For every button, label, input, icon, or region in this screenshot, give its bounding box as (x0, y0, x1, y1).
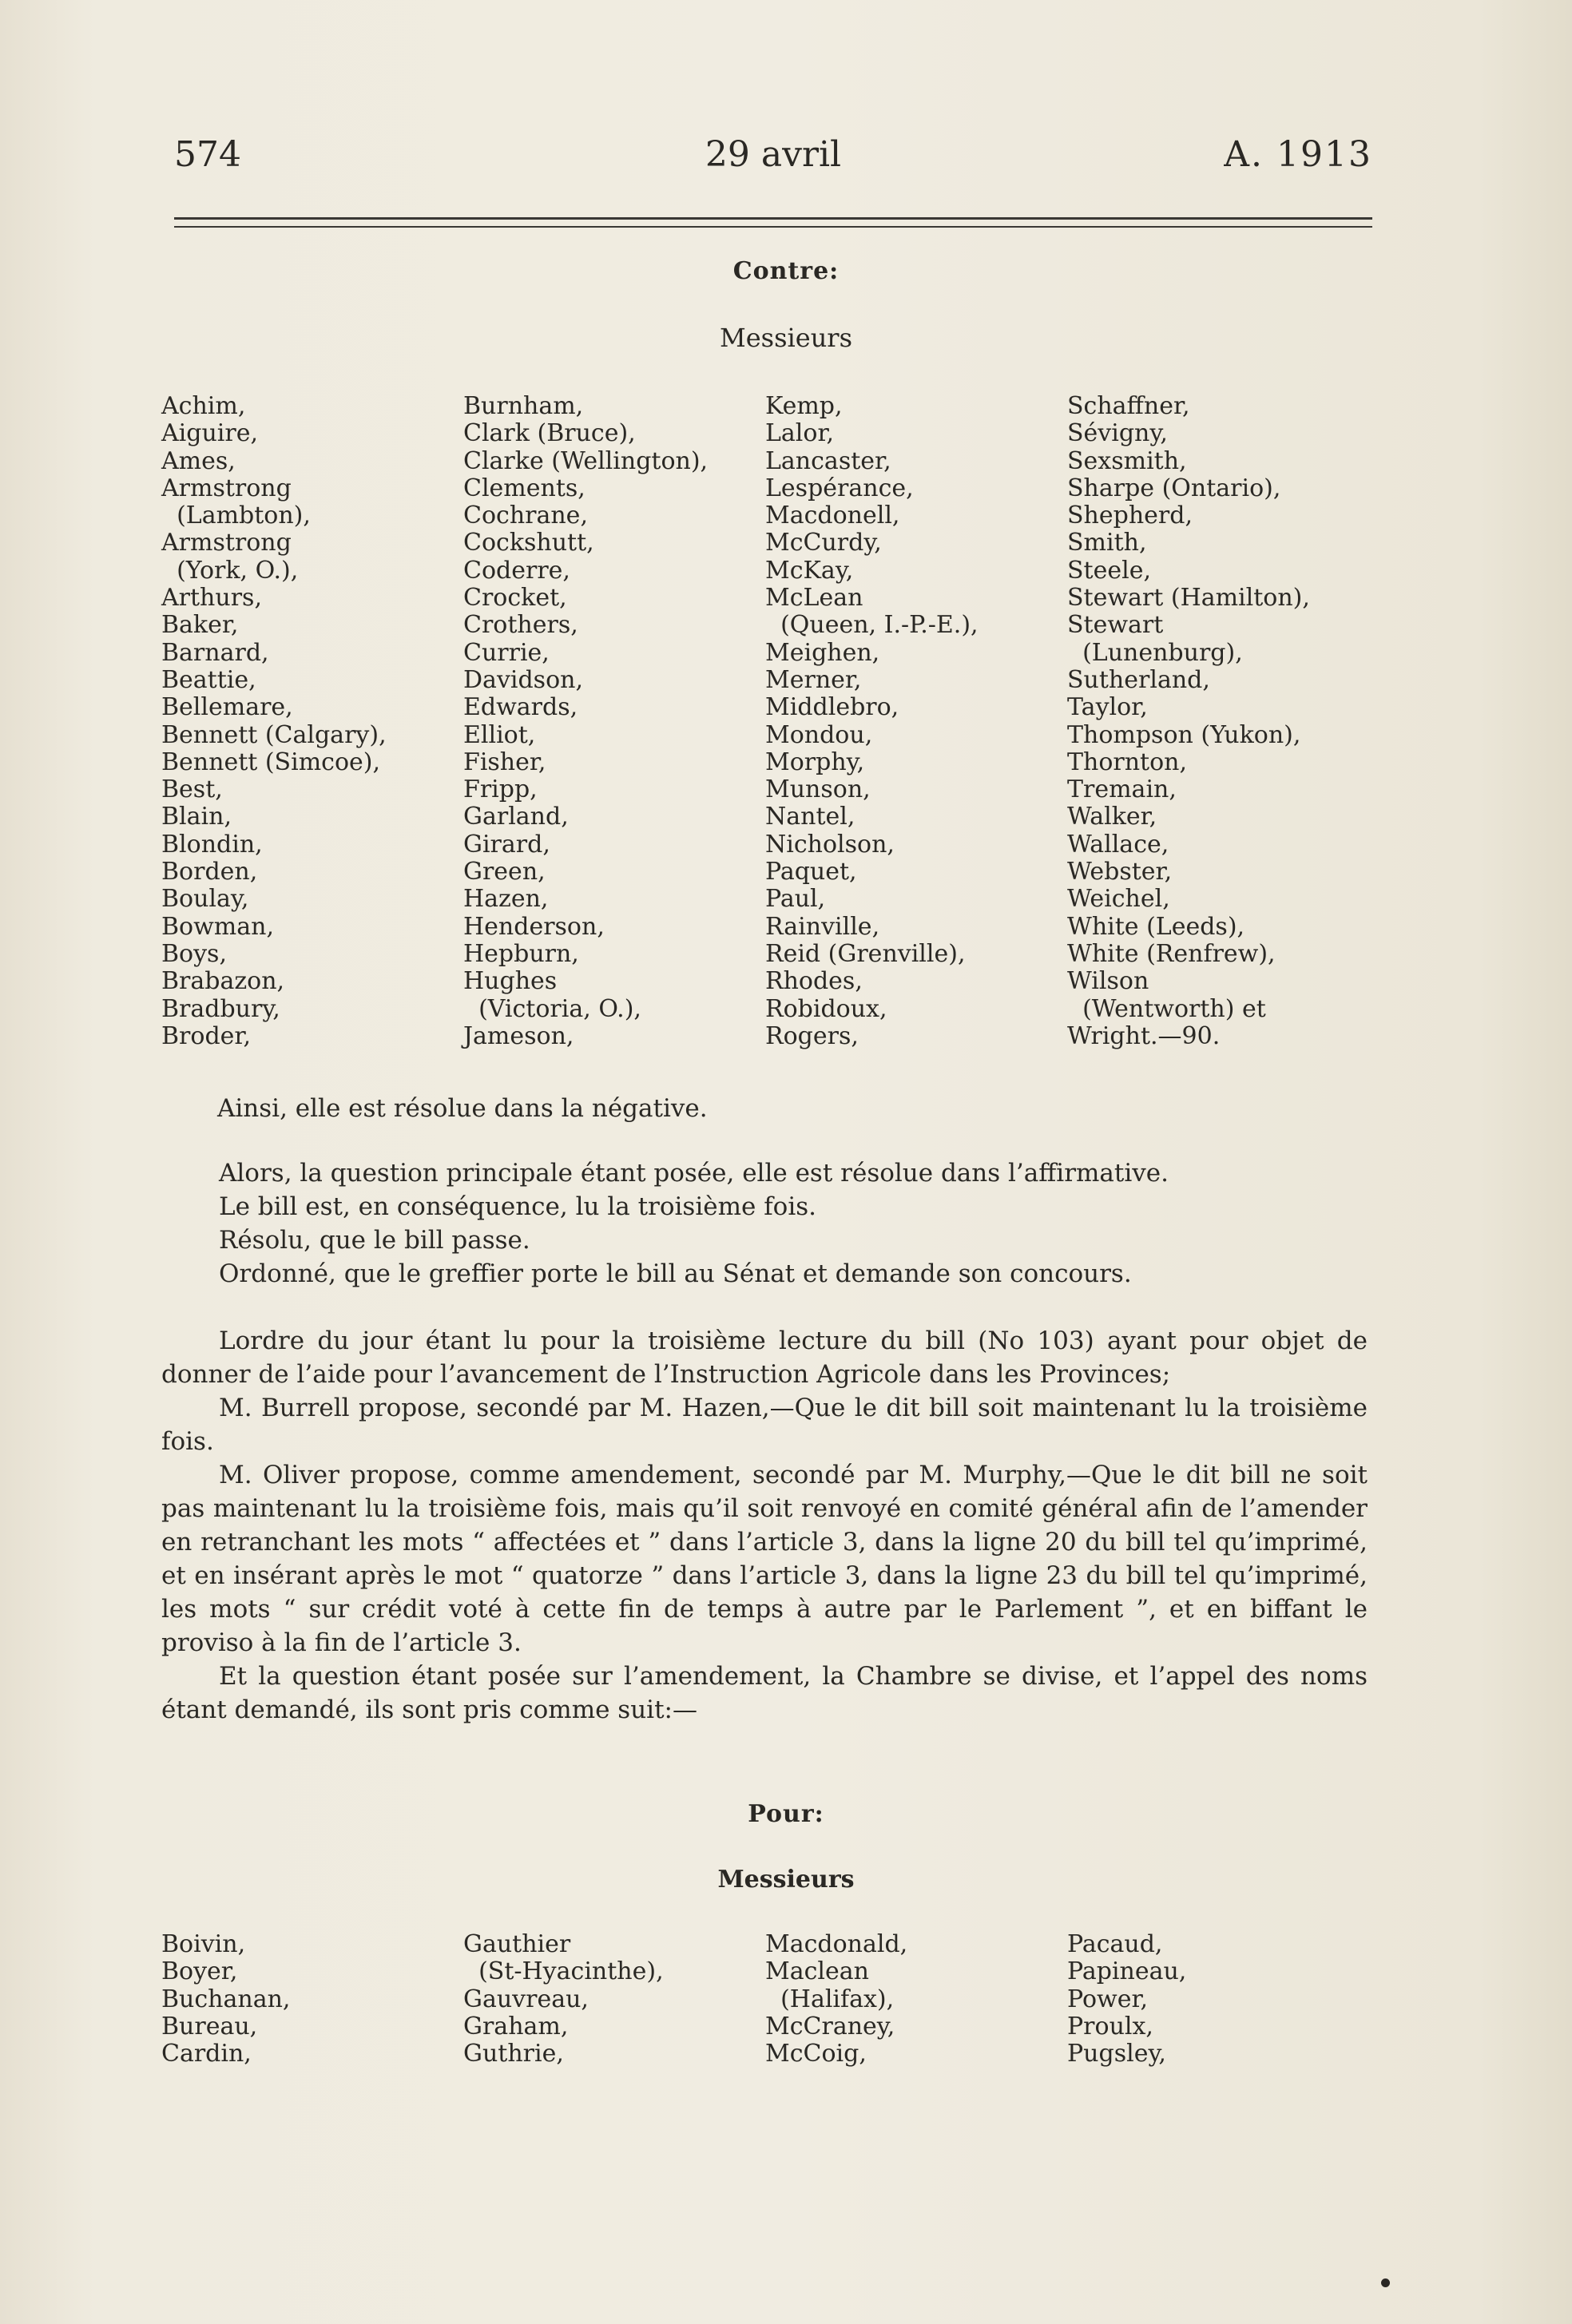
member-name: White (Renfrew), (1067, 939, 1276, 968)
paragraph: Lordre du jour étant lu pour la troisième lecture du bill (No 103) ayant pour objet de donner de l’aide pour l’avancement de l’Instruction Agricole dans les Provinces; (161, 1327, 1368, 1389)
member-name: Reid (Grenville), (765, 939, 966, 968)
member-name: Schaffner, (1067, 392, 1190, 420)
member-name: Weichel, (1067, 885, 1170, 914)
member-name: Nantel, (765, 803, 855, 831)
member-name: Ames, (161, 446, 236, 475)
member-name: Robidoux, (765, 994, 887, 1023)
header-rule-top (174, 217, 1372, 220)
pour-heading: Pour: (748, 1800, 824, 1828)
member-name: Crothers, (463, 611, 578, 640)
member-name: (Wentworth) et (1067, 994, 1266, 1023)
member-name: Paul, (765, 885, 826, 914)
member-name: Mondou, (765, 720, 873, 749)
member-name: Bowman, (161, 912, 274, 941)
member-name: Macdonald, (765, 1930, 908, 1958)
member-name: Buchanan, (161, 1985, 291, 2013)
member-name: Garland, (463, 803, 569, 831)
paragraph: Le bill est, en conséquence, lu la troisième fois. (219, 1192, 817, 1221)
member-name: Rogers, (765, 1021, 859, 1050)
pour-column-2 (463, 1931, 765, 2068)
ainsi-text: Ainsi, elle est résolue dans la négative. (217, 1094, 708, 1123)
member-name: McLean (765, 584, 863, 613)
paragraph: M. Oliver propose, comme amendement, secondé par M. Murphy,—Que le dit bill ne soit pas maintenant lu la troisième fois, mais qu’il soit renvoyé en comité général afin de l’amender en retranchant les mots “ affectées et ” dans l’article 3, dans la ligne 20 du bill tel qu’imprimé, et en insérant après le mot “ quatorze ” dans l’article 3, dans la ligne 23 du bill tel qu’imprimé, les mots “ sur crédit voté à cette fin de temps à autre par le Parlement ”, et en biffant le proviso à la fin de l’article 3. (161, 1461, 1368, 1657)
member-name: Beattie, (161, 665, 256, 694)
member-name: Sutherland, (1067, 665, 1210, 694)
member-name: Webster, (1067, 858, 1173, 886)
member-name: Girard, (463, 830, 550, 859)
member-name: (Halifax), (765, 1985, 895, 2013)
member-name: Wallace, (1067, 830, 1169, 859)
page-date: 29 avril (705, 134, 842, 175)
member-name: Blondin, (161, 830, 263, 859)
member-name: Borden, (161, 858, 258, 886)
paragraph: Alors, la question principale étant posée, elle est résolue dans l’affirmative. (219, 1159, 1169, 1188)
member-name: Pacaud, (1067, 1930, 1163, 1958)
pour-column-3 (765, 1931, 1067, 2068)
member-name: Hazen, (463, 885, 549, 914)
member-name: Shepherd, (1067, 502, 1193, 530)
member-name: Smith, (1067, 529, 1147, 557)
member-name: Nicholson, (765, 830, 895, 859)
member-name: Baker, (161, 611, 239, 640)
member-name: (York, O.), (161, 556, 299, 585)
member-name: Sévigny, (1067, 419, 1168, 448)
paragraph: Résolu, que le bill passe. (219, 1226, 530, 1255)
header-rule-bottom (174, 226, 1372, 228)
member-name: Jameson, (463, 1021, 574, 1050)
member-name: Cardin, (161, 2040, 252, 2068)
member-name: Arthurs, (161, 584, 262, 613)
member-name: Fripp, (463, 775, 538, 804)
contre-column-1 (161, 393, 463, 1050)
member-name: (Lunenburg), (1067, 638, 1243, 667)
member-name: Tremain, (1067, 775, 1177, 804)
member-name: Wilson (1067, 967, 1149, 996)
member-name: Sexsmith, (1067, 446, 1187, 475)
member-name: Crocket, (463, 584, 567, 613)
member-name: Achim, (161, 392, 246, 420)
contre-column-2 (463, 393, 765, 1050)
page-header (174, 134, 1372, 182)
member-name: Currie, (463, 638, 550, 667)
member-name: Middlebro, (765, 693, 899, 722)
member-name: Hepburn, (463, 939, 579, 968)
member-name: Thompson (Yukon), (1067, 720, 1301, 749)
paragraph: Et la question étant posée sur l’amendement, la Chambre se divise, et l’appel des noms étant demandé, ils sont pris comme suit:— (161, 1662, 1368, 1724)
member-name: Maclean (765, 1957, 869, 1986)
member-name: Henderson, (463, 912, 605, 941)
member-name: McCoig, (765, 2040, 867, 2068)
member-name: Merner, (765, 665, 862, 694)
member-name: Graham, (463, 2012, 569, 2040)
member-name: Bureau, (161, 2012, 258, 2040)
member-name: Bennett (Simcoe), (161, 748, 380, 776)
member-name: Kemp, (765, 392, 843, 420)
member-name: Broder, (161, 1021, 251, 1050)
member-name: (St-Hyacinthe), (463, 1957, 664, 1986)
member-name: Hughes (463, 967, 558, 996)
member-name: Rainville, (765, 912, 880, 941)
member-name: Lalor, (765, 419, 835, 448)
pour-column-1 (161, 1931, 463, 2068)
member-name: Burnham, (463, 392, 584, 420)
paragraph: Ordonné, que le greffier porte le bill au Sénat et demande son concours. (219, 1259, 1132, 1288)
member-name: Edwards, (463, 693, 578, 722)
member-name: McKay, (765, 556, 854, 585)
member-name: Boivin, (161, 1930, 246, 1958)
member-name: McCraney, (765, 2012, 895, 2040)
member-name: Bennett (Calgary), (161, 720, 387, 749)
member-name: Wright.—90. (1067, 1021, 1221, 1050)
member-name: Gauthier (463, 1930, 571, 1958)
member-name: Barnard, (161, 638, 269, 667)
member-name: Fisher, (463, 748, 546, 776)
member-name: Clarke (Wellington), (463, 446, 709, 475)
member-name: Taylor, (1067, 693, 1148, 722)
member-name: Clements, (463, 474, 586, 502)
page-year: A. 1913 (1224, 134, 1372, 175)
order-of-day-paragraphs (161, 1324, 1368, 1727)
page-number: 574 (174, 134, 241, 175)
contre-name-list (161, 393, 1369, 1050)
contre-subheading: Messieurs (719, 323, 853, 353)
ainsi-paragraph (217, 1092, 1368, 1125)
paragraph: M. Burrell propose, secondé par M. Hazen,—Que le dit bill soit maintenant lu la troisième fois. (161, 1394, 1368, 1456)
member-name: Elliot, (463, 720, 536, 749)
member-name: Aiguire, (161, 419, 259, 448)
member-name: Power, (1067, 1985, 1149, 2013)
member-name: McCurdy, (765, 529, 882, 557)
pour-column-4 (1067, 1931, 1369, 2068)
member-name: Armstrong (161, 529, 292, 557)
ink-dot (1381, 2278, 1390, 2287)
member-name: White (Leeds), (1067, 912, 1245, 941)
member-name: Boyer, (161, 1957, 238, 1986)
contre-column-3 (765, 393, 1067, 1050)
contre-heading: Contre: (732, 257, 840, 285)
member-name: Boulay, (161, 885, 249, 914)
member-name: Cochrane, (463, 502, 588, 530)
member-name: Rhodes, (765, 967, 863, 996)
member-name: Bellemare, (161, 693, 293, 722)
member-name: Lancaster, (765, 446, 891, 475)
member-name: Papineau, (1067, 1957, 1187, 1986)
member-name: Armstrong (161, 474, 292, 502)
member-name: Macdonell, (765, 502, 900, 530)
member-name: Davidson, (463, 665, 583, 694)
pour-name-list (161, 1931, 1369, 2068)
member-name: (Victoria, O.), (463, 994, 641, 1023)
pour-subheading: Messieurs (717, 1866, 855, 1894)
member-name: Meighen, (765, 638, 880, 667)
member-name: Stewart (Hamilton), (1067, 584, 1310, 613)
member-name: Pugsley, (1067, 2040, 1166, 2068)
member-name: Thornton, (1067, 748, 1188, 776)
member-name: Boys, (161, 939, 227, 968)
contre-column-4 (1067, 393, 1369, 1050)
member-name: Munson, (765, 775, 871, 804)
member-name: (Lambton), (161, 502, 311, 530)
resolution-paragraphs (161, 1156, 1368, 1291)
member-name: Best, (161, 775, 223, 804)
member-name: Sharpe (Ontario), (1067, 474, 1281, 502)
member-name: Brabazon, (161, 967, 285, 996)
member-name: Paquet, (765, 858, 857, 886)
member-name: Lespérance, (765, 474, 914, 502)
member-name: Stewart (1067, 611, 1164, 640)
member-name: Bradbury, (161, 994, 280, 1023)
member-name: Walker, (1067, 803, 1157, 831)
member-name: Green, (463, 858, 546, 886)
member-name: Steele, (1067, 556, 1151, 585)
member-name: Morphy, (765, 748, 865, 776)
member-name: Blain, (161, 803, 232, 831)
member-name: Clark (Bruce), (463, 419, 636, 448)
member-name: Cockshutt, (463, 529, 594, 557)
member-name: Coderre, (463, 556, 570, 585)
member-name: Gauvreau, (463, 1985, 589, 2013)
member-name: Guthrie, (463, 2040, 564, 2068)
member-name: (Queen, I.-P.-E.), (765, 611, 979, 640)
member-name: Proulx, (1067, 2012, 1153, 2040)
